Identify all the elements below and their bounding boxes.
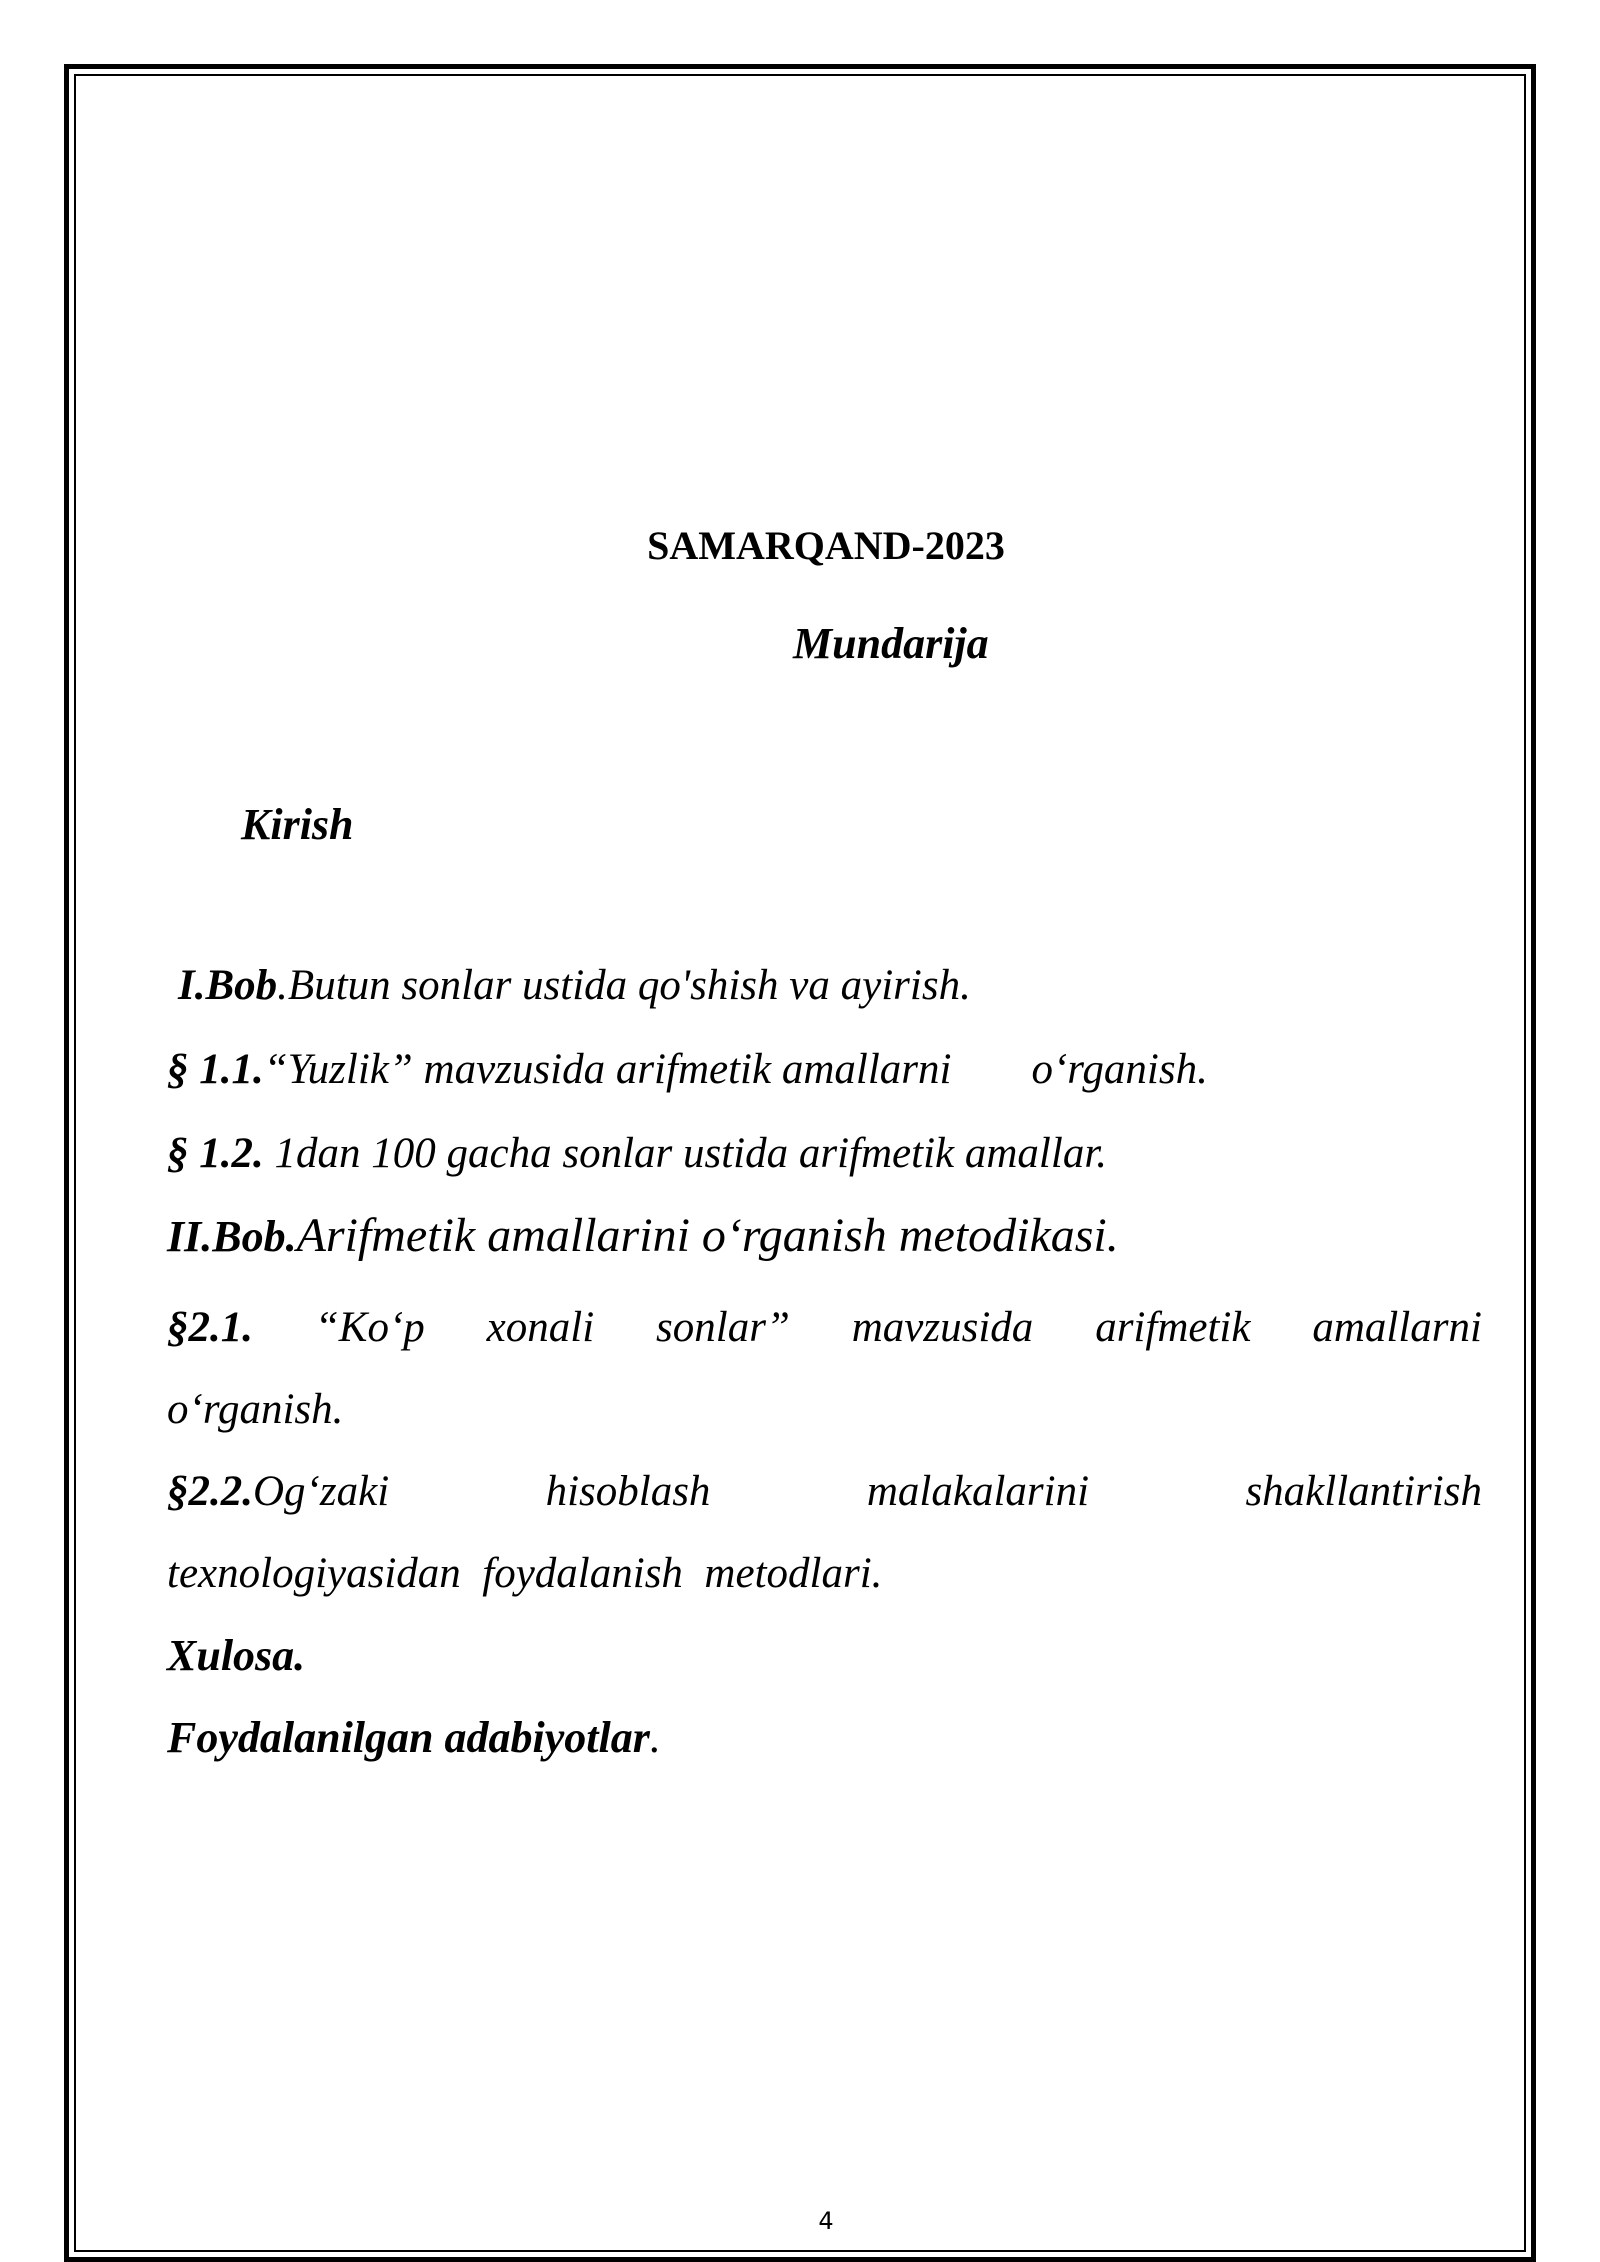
section-1-1-word: “Yuzlik” bbox=[263, 1046, 413, 1093]
references-label: Foydalanilgan adabiyotlar bbox=[167, 1713, 650, 1762]
section-2-1-word: mavzusida bbox=[851, 1304, 1034, 1351]
section-2-2-word: shakllantirish bbox=[1245, 1468, 1482, 1515]
city-year: SAMARQAND-2023 bbox=[647, 523, 1005, 568]
section-2-1-word: xonali bbox=[486, 1304, 595, 1351]
table-of-contents-title: Mundarija bbox=[793, 619, 989, 668]
section-2-1-word: “Ko‘p bbox=[314, 1304, 425, 1351]
chapter-2-label: II.Bob. bbox=[167, 1212, 297, 1261]
section-2-2-word: hisoblash bbox=[545, 1468, 711, 1515]
section-2-2-continuation: texnologiyasidan foydalanish metodlari. bbox=[167, 1550, 883, 1597]
toc-references bbox=[167, 1713, 661, 1762]
section-1-1-word: amallarni bbox=[781, 1046, 952, 1093]
section-2-2-label: §2.2. bbox=[167, 1468, 253, 1515]
section-2-1-word: sonlar” bbox=[656, 1304, 790, 1351]
chapter-2-title: Arifmetik amallarini o‘rganish metodikasi. bbox=[296, 1209, 1119, 1262]
toc-section-1-1 bbox=[167, 1048, 1208, 1091]
section-1-2-title: 1dan 100 gacha sonlar ustida arifmetik amallar. bbox=[274, 1130, 1108, 1177]
section-1-2-label: § 1.2. bbox=[167, 1130, 264, 1177]
toc-section-2-2 bbox=[167, 1470, 1482, 1513]
toc-conclusion: Xulosa. bbox=[167, 1631, 306, 1680]
toc-section-1-2 bbox=[167, 1132, 1107, 1175]
toc-chapter-1 bbox=[178, 964, 971, 1007]
toc-chapter-2 bbox=[167, 1209, 1119, 1262]
section-2-1-word: amallarni bbox=[1312, 1304, 1482, 1351]
references-punctuation: . bbox=[649, 1713, 661, 1762]
chapter-1-label: I.Bob bbox=[178, 962, 278, 1009]
section-1-1-word: arifmetik bbox=[615, 1046, 772, 1093]
chapter-1-title: .Butun sonlar ustida qo'shish va ayirish. bbox=[277, 962, 971, 1009]
section-2-2-word: Og‘zaki bbox=[253, 1468, 390, 1515]
section-2-1-label: §2.1. bbox=[167, 1304, 253, 1351]
section-2-1-continuation: o‘rganish. bbox=[167, 1386, 344, 1433]
section-1-1-word: mavzusida bbox=[423, 1046, 606, 1093]
toc-section-2-1 bbox=[167, 1306, 1482, 1349]
section-2-2-word: malakalarini bbox=[866, 1468, 1090, 1515]
toc-introduction: Kirish bbox=[241, 800, 354, 849]
section-1-1-label: § 1.1. bbox=[167, 1046, 264, 1093]
section-2-1-word: arifmetik bbox=[1095, 1304, 1251, 1351]
page-number: 4 bbox=[818, 2207, 834, 2235]
section-1-1-word-end: o‘rganish. bbox=[1031, 1046, 1208, 1093]
